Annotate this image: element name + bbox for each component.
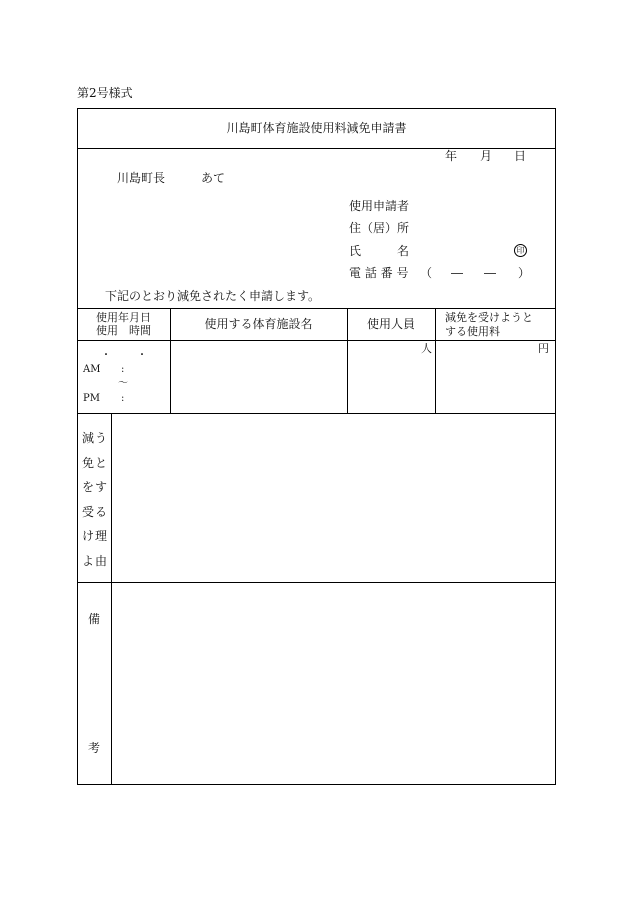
addressee-suffix: あて <box>201 171 226 185</box>
remarks-label-bottom: 考 <box>88 741 101 755</box>
col-exempt-fee-line2: する使用料 <box>445 325 500 338</box>
addressee-name: 川島町長 <box>117 171 166 185</box>
date-month: 月 <box>480 149 493 163</box>
reason-char: よ <box>82 553 95 568</box>
reason-label-col1 <box>82 426 94 573</box>
phone-label: 電 話 番 号 <box>349 266 409 280</box>
name-label-2: 名 <box>397 244 410 258</box>
reason-char: を <box>82 480 95 494</box>
reason-char: 減 <box>82 431 95 445</box>
seal-mark: 印 <box>514 244 527 257</box>
form-title: 川島町体育施設使用料減免申請書 <box>226 121 407 135</box>
form-number: 第2号様式 <box>77 86 133 100</box>
reason-char: 受 <box>82 504 95 519</box>
pm-label: PM <box>83 393 100 404</box>
header-section-divider <box>77 308 556 309</box>
phone-open-paren: （ <box>420 266 433 280</box>
reason-label-col2 <box>95 426 107 573</box>
table-col-divider-3 <box>435 308 436 413</box>
time-range-tilde: 〜 <box>118 378 128 389</box>
phone-close-paren: ） <box>518 266 531 280</box>
am-time-colon: : <box>121 364 125 375</box>
reason-char: 由 <box>95 553 108 568</box>
reason-char: け <box>82 529 95 543</box>
name-label-1: 氏 <box>349 244 362 258</box>
label-column-divider <box>111 413 112 785</box>
applicant-heading: 使用申請者 <box>349 199 410 213</box>
reason-char: 理 <box>95 529 108 543</box>
date-day: 日 <box>514 149 527 163</box>
col-exempt-fee-line1: 減免を受けようと <box>445 311 533 324</box>
reason-char: る <box>95 504 108 519</box>
reason-divider <box>77 582 556 583</box>
col-facility-name: 使用する体育施設名 <box>204 317 313 331</box>
phone-dash-1: ― <box>451 266 463 280</box>
col-headcount: 使用人員 <box>366 317 415 331</box>
am-label: AM <box>83 364 101 375</box>
application-form <box>77 108 556 785</box>
table-header-divider <box>77 340 556 341</box>
date-separator-2: ・ <box>137 350 147 361</box>
col-usage-date-line1: 使用年月日 <box>96 311 151 324</box>
phone-dash-2: ― <box>484 266 496 280</box>
reason-char: う <box>95 431 108 445</box>
address-label: 住（居）所 <box>349 221 410 235</box>
request-statement: 下記のとおり減免されたく申請します。 <box>105 289 321 303</box>
yen-unit: 円 <box>538 342 549 355</box>
pm-time-colon: : <box>121 393 125 404</box>
reason-char: 免 <box>82 455 95 470</box>
date-separator-1: ・ <box>101 350 111 361</box>
reason-char: す <box>95 480 108 494</box>
persons-unit: 人 <box>421 342 432 355</box>
date-year: 年 <box>445 149 458 163</box>
reason-char: と <box>95 455 108 470</box>
col-usage-date-line2: 使用 時間 <box>96 324 151 337</box>
table-row-divider <box>77 413 556 414</box>
remarks-label-top: 備 <box>88 612 101 626</box>
